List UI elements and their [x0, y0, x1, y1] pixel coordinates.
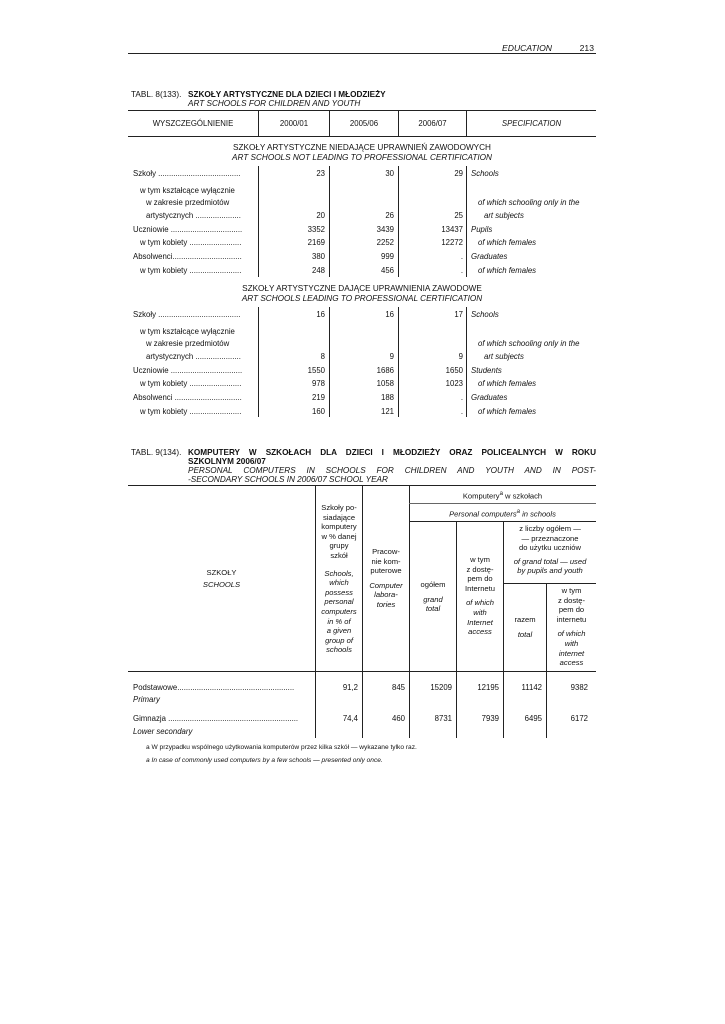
cell-value: 17	[454, 310, 463, 319]
table9-subtitle: PERSONAL COMPUTERS IN SCHOOLS FOR CHILDREN AND YOUTH AND IN POST-	[188, 466, 596, 475]
section-title-en: ART SCHOOLS LEADING TO PROFESSIONAL CERTIFICATION	[241, 294, 483, 303]
table9-col-divider	[546, 671, 547, 738]
row-label-en: Schools	[471, 310, 499, 319]
col-header-total: ogółem grand total	[420, 580, 446, 614]
cell-value: .	[460, 252, 463, 261]
table9-col-divider	[409, 671, 410, 738]
table9-subtitle: -SECONDARY SCHOOLS IN 2006/07 SCHOOL YEAR	[188, 475, 388, 484]
cell-value: 25	[454, 211, 463, 220]
cell-value: 978	[311, 379, 325, 388]
cell-value: 9382	[570, 683, 588, 692]
row-label-en: art subjects	[484, 211, 524, 220]
table9-title: SZKOLNYM 2006/07	[188, 457, 266, 466]
table8-header-year: 2005/06	[349, 119, 379, 128]
row-label-en: of which females	[478, 238, 537, 247]
row-label: w tym kobiety ........................	[140, 238, 242, 247]
cell-value: .	[460, 266, 463, 275]
cell-value: 1058	[376, 379, 394, 388]
col-header-computers-en: Personal computers$^a$ in schools	[449, 509, 556, 519]
row-label-en: art subjects	[484, 352, 524, 361]
row-label: w tym kobiety ........................	[140, 266, 242, 275]
cell-value: 6495	[524, 714, 542, 723]
col-header-schools-en: SCHOOLS	[202, 580, 241, 589]
cell-value: 23	[316, 169, 325, 178]
col-header-pupils: z liczby ogółem — — przeznaczone do użytku uczniów of grand total — used by pupils and youth	[513, 524, 587, 576]
cell-value: 16	[316, 310, 325, 319]
table9-subheader-rule	[409, 503, 596, 504]
table8-header-year: 2000/01	[279, 119, 309, 128]
row-label: w zakresie przedmiotów	[146, 198, 230, 207]
row-label: artystycznych .....................	[146, 352, 241, 361]
col-header-pupils-internet: w tym z dostę- pem do internetu of which with internet access	[556, 586, 587, 668]
table9-row-label-en: Primary	[133, 695, 160, 704]
cell-value: .	[460, 407, 463, 416]
table9-col-divider	[503, 671, 504, 738]
row-label-en: of which schooling only in the	[478, 339, 580, 348]
row-label: w tym kształcące wyłącznie	[140, 327, 235, 336]
row-label: Uczniowie .................................	[133, 366, 243, 375]
row-label-en: Schools	[471, 169, 499, 178]
table9-col-divider	[315, 671, 316, 738]
col-header-computers: Komputery$^a$ w szkołach	[462, 491, 543, 501]
table9-label: TABL. 9(134).	[131, 448, 182, 457]
cell-value: 1550	[307, 366, 325, 375]
cell-value: 380	[311, 252, 325, 261]
row-label: Szkoły ......................................	[133, 310, 241, 319]
col-header-pct: Szkoły po- siadające komputery w % danej grupy szkół Schools, which possess personal computers in % of a given group of schools	[321, 503, 357, 655]
table9-subheader-rule	[503, 583, 596, 584]
cell-value: 845	[391, 683, 405, 692]
cell-value: 248	[311, 266, 325, 275]
section-title-en: ART SCHOOLS NOT LEADING TO PROFESSIONAL CERTIFICATION	[232, 153, 492, 162]
table8-subtitle: ART SCHOOLS FOR CHILDREN AND YOUTH	[188, 99, 361, 108]
cell-value: 29	[454, 169, 463, 178]
cell-value: .	[460, 393, 463, 402]
table8-header-description: WYSZCZEGÓLNIENIE	[152, 119, 234, 128]
cell-value: 3352	[307, 225, 325, 234]
cell-value: 12272	[441, 238, 463, 247]
cell-value: 456	[380, 266, 394, 275]
cell-value: 11142	[521, 683, 542, 692]
running-header	[128, 43, 596, 54]
row-label: w zakresie przedmiotów	[146, 339, 230, 348]
row-label: w tym kobiety ........................	[140, 379, 242, 388]
cell-value: 999	[380, 252, 394, 261]
cell-value: 1650	[445, 366, 463, 375]
row-label-en: of which females	[478, 379, 537, 388]
cell-value: 9	[389, 352, 394, 361]
table9-row-label-en: Lower secondary	[133, 727, 193, 736]
table8-title: SZKOŁY ARTYSTYCZNE DLA DZIECI I MŁODZIEŻY	[188, 90, 386, 99]
cell-value: 1023	[445, 379, 463, 388]
row-label: Absolwenci................................	[133, 252, 242, 261]
row-label-en: Pupils	[471, 225, 493, 234]
row-label: Uczniowie .................................	[133, 225, 243, 234]
table9-row-label: Podstawowe......................................................	[133, 683, 295, 692]
cell-value: 6172	[570, 714, 588, 723]
table8-header-specification: SPECIFICATION	[501, 119, 562, 128]
cell-value: 188	[380, 393, 394, 402]
table9-col-divider	[456, 671, 457, 738]
cell-value: 219	[311, 393, 325, 402]
table8-label: TABL. 8(133).	[131, 90, 182, 99]
table9-col-divider	[362, 671, 363, 738]
table8-header-year: 2006/07	[418, 119, 447, 128]
table9-subheader-rule	[409, 521, 596, 522]
row-label: Absolwenci ...............................	[133, 393, 242, 402]
cell-value: 8	[320, 352, 325, 361]
row-label-en: Graduates	[471, 393, 508, 402]
cell-value: 9	[458, 352, 463, 361]
row-label: artystycznych .....................	[146, 211, 241, 220]
row-label-en: Students	[471, 366, 502, 375]
cell-value: 460	[391, 714, 405, 723]
row-label-en: of which females	[478, 407, 537, 416]
cell-value: 15209	[430, 683, 452, 692]
cell-value: 91,2	[342, 683, 358, 692]
table9-row-label: Gimnazja ............................................................	[133, 714, 299, 723]
cell-value: 8731	[434, 714, 452, 723]
page-number: 213	[579, 43, 594, 53]
cell-value: 16	[385, 310, 394, 319]
footnote-pl: a W przypadku wspólnego użytkowania komputerów przez kilka szkół — wykazane tylko raz.	[146, 744, 417, 751]
table8-col-divider	[466, 166, 467, 277]
table9-title: KOMPUTERY W SZKOŁACH DLA DZIECI I MŁODZIEŻY ORAZ POLICEALNYCH W ROKU	[188, 448, 596, 457]
cell-value: 2169	[307, 238, 325, 247]
cell-value: 1686	[376, 366, 394, 375]
cell-value: 2252	[376, 238, 394, 247]
cell-value: 74,4	[342, 714, 358, 723]
cell-value: 160	[311, 407, 325, 416]
col-header-internet: w tym z dostę- pem do Internetu of which with Internet access	[465, 555, 495, 637]
row-label: w tym kształcące wyłącznie	[140, 186, 235, 195]
cell-value: 121	[380, 407, 394, 416]
cell-value: 12195	[477, 683, 499, 692]
row-label: w tym kobiety ........................	[140, 407, 242, 416]
section-title-pl: SZKOŁY ARTYSTYCZNE DAJĄCE UPRAWNIENIA ZAWODOWE	[242, 284, 482, 293]
cell-value: 13437	[441, 225, 463, 234]
table8-header-rule	[128, 136, 596, 137]
row-label: Szkoły ......................................	[133, 169, 241, 178]
table8-top-rule	[128, 110, 596, 111]
table8-col-divider	[466, 307, 467, 417]
cell-value: 20	[316, 211, 325, 220]
row-label-en: Graduates	[471, 252, 508, 261]
col-header-sum: razem total	[514, 615, 536, 639]
col-header-schools: SZKOŁY	[206, 568, 237, 577]
cell-value: 26	[385, 211, 394, 220]
row-label-en: of which females	[478, 266, 537, 275]
cell-value: 7939	[481, 714, 499, 723]
cell-value: 30	[385, 169, 394, 178]
cell-value: 3439	[376, 225, 394, 234]
col-header-labs: Pracow- nie kom- puterowe Computer labora- tories	[369, 547, 403, 609]
row-label-en: of which schooling only in the	[478, 198, 580, 207]
footnote-en: a In case of commonly used computers by a few schools — presented only once.	[146, 757, 383, 764]
section-title-pl: SZKOŁY ARTYSTYCZNE NIEDAJĄCE UPRAWNIEŃ ZAWODOWYCH	[233, 143, 491, 152]
section-title: EDUCATION	[502, 43, 552, 53]
